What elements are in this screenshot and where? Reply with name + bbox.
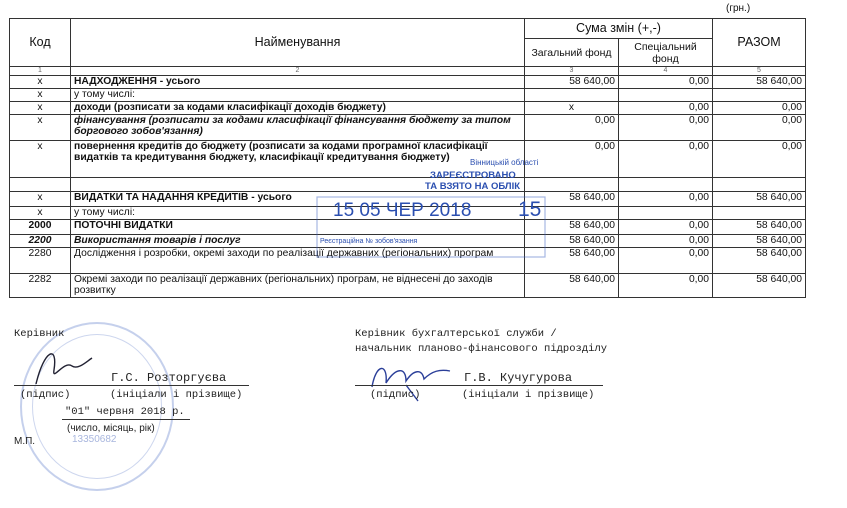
- row-code: x: [10, 207, 71, 220]
- row-total: [713, 207, 806, 220]
- head-signature-line: [14, 385, 249, 386]
- row-name: Дослідження і розробки, окремі заходи по реалізації державних (регіональних) програм: [71, 248, 525, 274]
- row-name: ВИДАТКИ ТА НАДАННЯ КРЕДИТІВ - усього: [71, 192, 525, 207]
- row-general: [525, 178, 619, 192]
- row-name: у тому числі:: [71, 207, 525, 220]
- row-code: [10, 178, 71, 192]
- header-special-fund: Спеціальний фонд: [619, 39, 713, 67]
- row-special: [619, 89, 713, 102]
- accountant-sign-caption: (підпис): [370, 389, 421, 401]
- row-code: x: [10, 76, 71, 89]
- table-row: [10, 102, 806, 115]
- table-row: [10, 274, 806, 298]
- row-special: 0,00: [619, 102, 713, 115]
- table-row: [10, 76, 806, 89]
- date-caption: (число, місяць, рік): [67, 423, 155, 434]
- stamp-accepted: ТА ВЗЯТО НА ОБЛІК: [425, 181, 521, 192]
- row-name: фінансування (розписати за кодами класифікації фінансування бюджету за типом боргового зобов'язання): [71, 115, 525, 141]
- header-general-fund: Загальний фонд: [525, 39, 619, 67]
- row-special: [619, 178, 713, 192]
- row-special: 0,00: [619, 235, 713, 248]
- row-code: 2280: [10, 248, 71, 274]
- row-special: 0,00: [619, 274, 713, 298]
- header-name: Найменування: [71, 19, 525, 67]
- column-index: 2: [71, 67, 525, 76]
- table-row: [10, 178, 806, 192]
- row-code: 2200: [10, 235, 71, 248]
- row-special: 0,00: [619, 248, 713, 274]
- row-general: 58 640,00: [525, 235, 619, 248]
- row-total: 58 640,00: [713, 235, 806, 248]
- table-row: [10, 89, 806, 102]
- accountant-name: Г.В. Кучугурова: [464, 371, 573, 385]
- table-row: [10, 141, 806, 178]
- row-name: Окремі заходи по реалізації державних (регіональних) програм, не віднесені до заходів розвитку: [71, 274, 525, 298]
- stamp-registered: ЗАРЕЄСТРОВАНО: [430, 170, 516, 181]
- head-signature-icon: [28, 340, 98, 390]
- row-code: 2282: [10, 274, 71, 298]
- row-total: 58 640,00: [713, 76, 806, 89]
- stamp-region: Вінницькій області: [470, 158, 539, 167]
- row-general: 58 640,00: [525, 220, 619, 235]
- row-total: [713, 178, 806, 192]
- row-general: 58 640,00: [525, 76, 619, 89]
- accountant-initials-caption: (ініціали і прізвище): [462, 389, 595, 401]
- row-general: 58 640,00: [525, 274, 619, 298]
- row-code: x: [10, 192, 71, 207]
- head-name: Г.С. Розторгуєва: [111, 371, 227, 385]
- row-special: 0,00: [619, 220, 713, 235]
- header-sum-changes: Сума змін (+,-): [525, 19, 713, 39]
- row-name: доходи (розписати за кодами класифікації доходів бюджету): [71, 102, 525, 115]
- row-total: [713, 89, 806, 102]
- row-name: повернення кредитів до бюджету (розписати за кодами програмної класифікації видатків та кредитування бюджету, класифікації кредитування бюджету): [71, 141, 525, 178]
- row-special: 0,00: [619, 141, 713, 178]
- stamp-reg-line: Реєстраційна № зобов'язання: [320, 238, 418, 245]
- stamp-number: 15: [518, 198, 542, 221]
- column-index: 5: [713, 67, 806, 76]
- row-general: [525, 89, 619, 102]
- head-sign-caption: (підпис): [20, 389, 71, 401]
- accountant-label-line1: Керівник бухгалтерської служби /: [355, 328, 557, 340]
- row-special: 0,00: [619, 115, 713, 141]
- row-total: 58 640,00: [713, 192, 806, 207]
- table-row: [10, 115, 806, 141]
- head-initials-caption: (ініціали і прізвище): [110, 389, 243, 401]
- row-general: 0,00: [525, 141, 619, 178]
- row-code: x: [10, 115, 71, 141]
- row-code: x: [10, 89, 71, 102]
- row-code: x: [10, 102, 71, 115]
- unit-label: (грн.): [726, 3, 751, 14]
- row-special: 0,00: [619, 76, 713, 89]
- stamp-date: 15 05 ЧЕР 2018: [333, 200, 472, 221]
- row-name: у тому числі:: [71, 89, 525, 102]
- column-index: 1: [10, 67, 71, 76]
- row-code: 2000: [10, 220, 71, 235]
- header-code: Код: [10, 19, 71, 67]
- row-name: ПОТОЧНІ ВИДАТКИ: [71, 220, 525, 235]
- stamp-frame-icon: [316, 196, 546, 258]
- report-date: "01" червня 2018 р.: [65, 406, 185, 418]
- row-special: [619, 207, 713, 220]
- header-total: РАЗОМ: [713, 19, 806, 67]
- column-index-row: [10, 67, 806, 76]
- column-index: 4: [619, 67, 713, 76]
- row-total: 58 640,00: [713, 248, 806, 274]
- row-code: x: [10, 141, 71, 178]
- accountant-label-line2: начальник планово-фінансового підрозділу: [355, 343, 608, 355]
- column-index: 3: [525, 67, 619, 76]
- seal-code: 13350682: [72, 434, 117, 445]
- row-total: 0,00: [713, 115, 806, 141]
- row-total: 0,00: [713, 141, 806, 178]
- row-name: НАДХОДЖЕННЯ - усього: [71, 76, 525, 89]
- row-total: 58 640,00: [713, 220, 806, 235]
- row-general: 58 640,00: [525, 192, 619, 207]
- row-general: 58 640,00: [525, 248, 619, 274]
- row-special: 0,00: [619, 192, 713, 207]
- row-total: 58 640,00: [713, 274, 806, 298]
- row-general: 0,00: [525, 115, 619, 141]
- row-total: 0,00: [713, 102, 806, 115]
- row-name: Використання товарів і послуг: [71, 235, 525, 248]
- date-line: [62, 419, 190, 420]
- accountant-signature-line: [355, 385, 603, 386]
- row-general: x: [525, 102, 619, 115]
- head-label: Керівник: [14, 328, 65, 340]
- stamp-place-label: М.П.: [14, 436, 36, 447]
